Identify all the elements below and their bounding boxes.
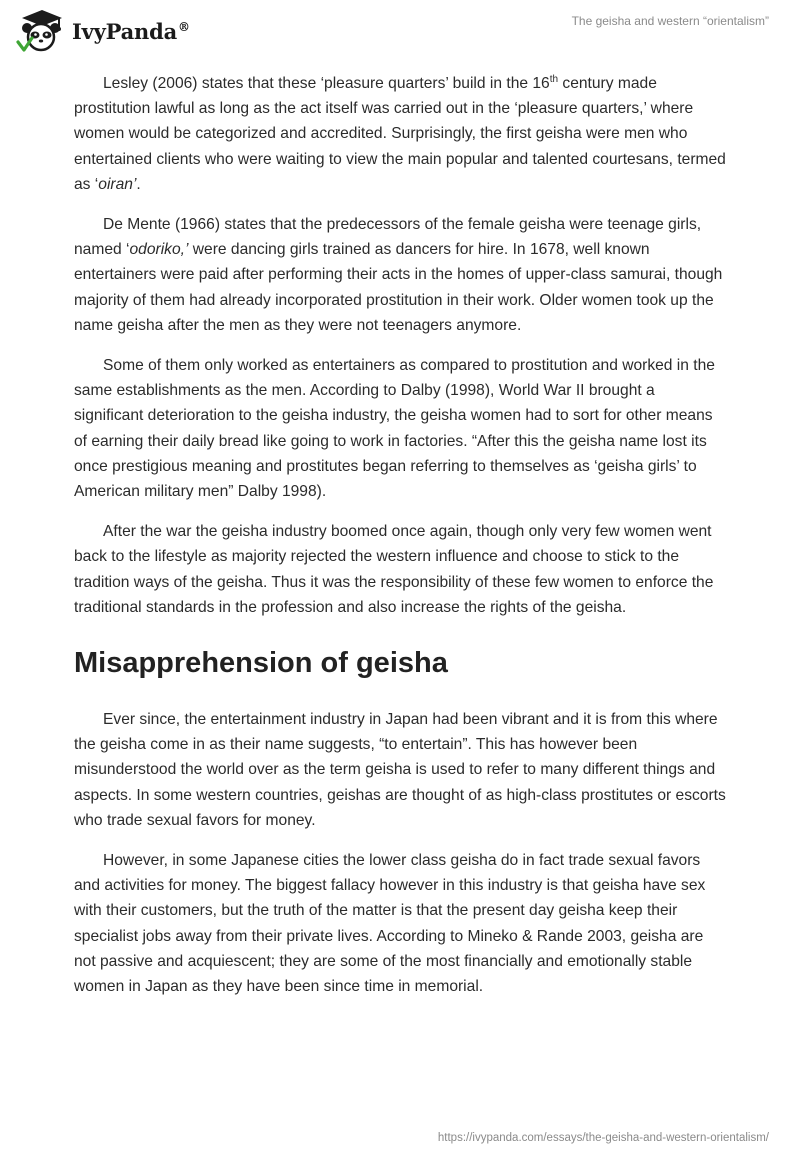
paragraph-3: Some of them only worked as entertainers as compared to prostitution and worked in the same establishments as the men. According to Dalby (1998), World War II brought a significant deterioration to the geisha industry, the geisha women had to sort for other means of earning their daily bread like going to work in factories. “After this the geisha name lost its once prestigious meaning and prostitutes began referring to themselves as ‘geisha girls’ to American military men” Dalby 1998). — [74, 357, 715, 501]
page-header — [0, 0, 800, 64]
ivypanda-logo[interactable] — [14, 8, 190, 54]
paragraph-1: Lesley (2006) states that these ‘pleasure quarters’ build in the 16th century made prostitution lawful as long as the act itself was carried out in the ‘pleasure quarters,’ where women would be categorized and accredited. Surprisingly, the first geisha were men who entertained clients who were waiting to view the main popular and talented courtesans, termed as ‘oiran’. — [74, 73, 726, 193]
paragraph-5: Ever since, the entertainment industry in Japan had been vibrant and it is from this where the geisha come in as their name suggests, “to entertain”. This has however been misunderstood the world over as the term geisha is used to refer to many different things and aspects. In some western countries, geishas are thought of as high-class prostitutes or escorts who trade sexual favors for money. — [74, 711, 726, 829]
panda-graduate-icon — [14, 8, 66, 54]
paragraph-4: After the war the geisha industry boomed once again, though only very few women went back to the lifestyle as majority rejected the western influence and choose to stick to the tradition ways of the geisha. Thus it was the responsibility of these few women to enforce the traditional standards in the profession and also increase the rights of the geisha. — [74, 523, 714, 616]
document-title: The geisha and western “orientalism” — [571, 14, 769, 28]
paragraph-6: However, in some Japanese cities the lower class geisha do in fact trade sexual favors and activities for money. The biggest fallacy however in this industry is that geisha have sex with their customers, but the truth of the matter is that the present day geisha keep their specialist jobs away from their private lives. According to Mineko & Rande 2003, geisha are not passive and acquiescent; they are some of the most financially and emotionally stable women in Japan as they have been since time in memorial. — [74, 852, 706, 996]
section-heading: Misapprehension of geisha — [74, 647, 448, 680]
essay-body — [74, 71, 726, 1014]
logo-wordmark: IvyPanda® — [72, 18, 190, 44]
source-url[interactable]: https://ivypanda.com/essays/the-geisha-and-western-orientalism/ — [437, 1132, 769, 1144]
paragraph-2: De Mente (1966) states that the predecessors of the female geisha were teenage girls, named ‘odoriko,’ were dancing girls trained as dancers for hire. In 1678, well known entertainers were paid after performing their acts in the homes of upper-class samurai, though majority of them had already incorporated prostitution in their work. Older women took up the name geisha after the men as they were not teenagers anymore. — [74, 216, 723, 334]
